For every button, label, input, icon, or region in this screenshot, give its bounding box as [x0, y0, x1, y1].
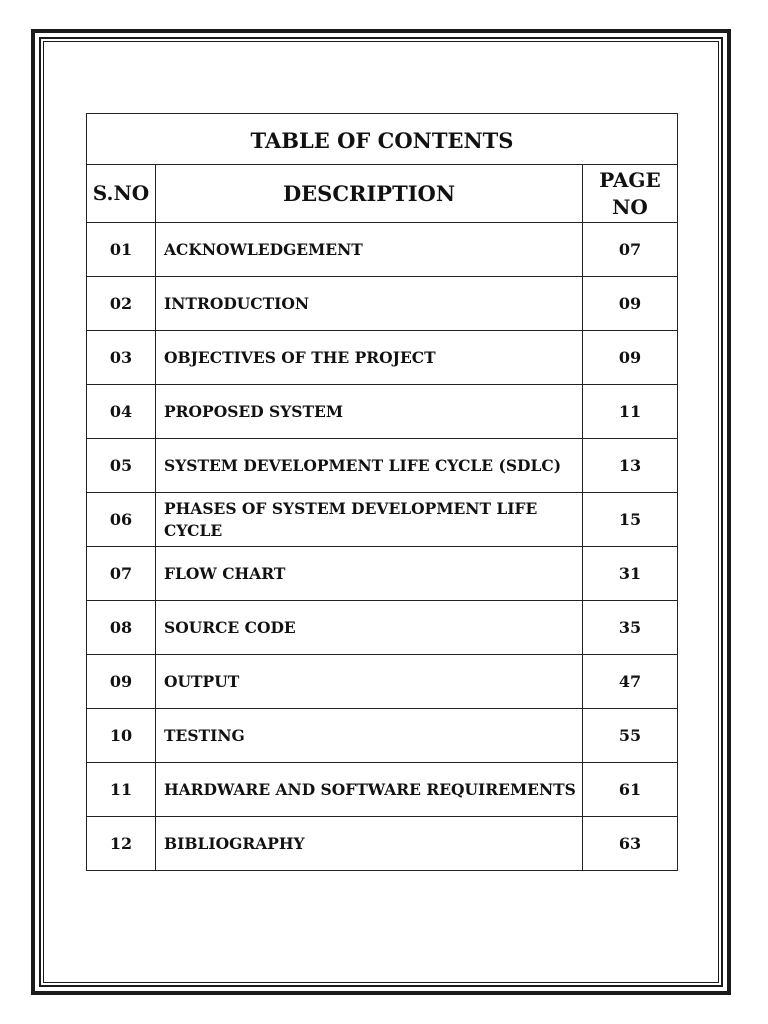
row-description: BIBLIOGRAPHY	[156, 817, 583, 871]
table-row	[87, 655, 678, 709]
row-sno: 12	[87, 817, 156, 871]
table-row	[87, 493, 678, 547]
row-page: 63	[583, 817, 678, 871]
row-page: 15	[583, 493, 678, 547]
table-row	[87, 331, 678, 385]
row-description: INTRODUCTION	[156, 277, 583, 331]
row-page: 11	[583, 385, 678, 439]
row-page: 31	[583, 547, 678, 601]
row-page: 07	[583, 223, 678, 277]
table-row	[87, 601, 678, 655]
table-row	[87, 277, 678, 331]
row-sno: 11	[87, 763, 156, 817]
header-page-line1: PAGE	[599, 167, 661, 192]
row-sno: 05	[87, 439, 156, 493]
row-sno: 03	[87, 331, 156, 385]
row-page: 09	[583, 331, 678, 385]
header-page-line2: NO	[612, 194, 648, 219]
row-description: OUTPUT	[156, 655, 583, 709]
table-row	[87, 223, 678, 277]
table-of-contents	[86, 113, 678, 871]
row-description: PHASES OF SYSTEM DEVELOPMENT LIFE CYCLE	[156, 493, 583, 547]
row-page: 13	[583, 439, 678, 493]
row-description: HARDWARE AND SOFTWARE REQUIREMENTS	[156, 763, 583, 817]
row-page: 09	[583, 277, 678, 331]
header-description: DESCRIPTION	[156, 165, 583, 223]
row-sno: 08	[87, 601, 156, 655]
row-page: 55	[583, 709, 678, 763]
table-row	[87, 817, 678, 871]
row-description: ACKNOWLEDGEMENT	[156, 223, 583, 277]
table-row	[87, 439, 678, 493]
row-page: 35	[583, 601, 678, 655]
header-sno: S.NO	[87, 165, 156, 223]
row-description: SOURCE CODE	[156, 601, 583, 655]
row-sno: 06	[87, 493, 156, 547]
row-sno: 07	[87, 547, 156, 601]
row-description: TESTING	[156, 709, 583, 763]
row-page: 61	[583, 763, 678, 817]
row-sno: 01	[87, 223, 156, 277]
row-sno: 04	[87, 385, 156, 439]
row-description: FLOW CHART	[156, 547, 583, 601]
row-sno: 10	[87, 709, 156, 763]
row-page: 47	[583, 655, 678, 709]
table-row	[87, 385, 678, 439]
table-row	[87, 547, 678, 601]
row-description: SYSTEM DEVELOPMENT LIFE CYCLE (SDLC)	[156, 439, 583, 493]
table-row	[87, 709, 678, 763]
table-row	[87, 763, 678, 817]
row-description: OBJECTIVES OF THE PROJECT	[156, 331, 583, 385]
toc-title: TABLE OF CONTENTS	[87, 114, 678, 165]
row-sno: 09	[87, 655, 156, 709]
row-sno: 02	[87, 277, 156, 331]
row-description: PROPOSED SYSTEM	[156, 385, 583, 439]
header-page-no	[583, 165, 678, 223]
